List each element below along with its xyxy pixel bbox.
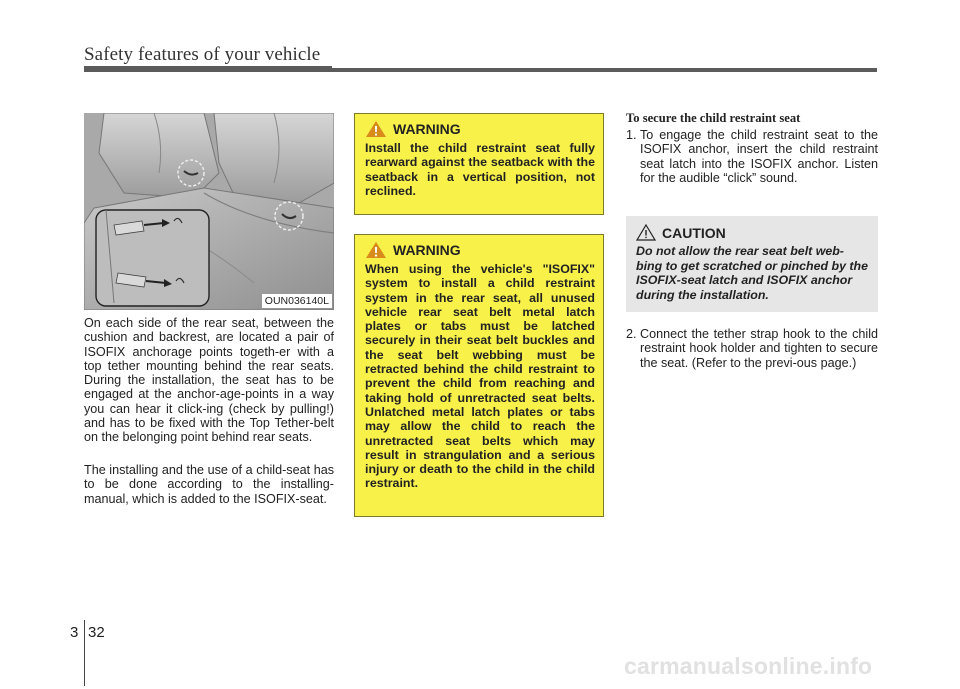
installation-manual-paragraph: The installing and the use of a child-seat has to be done according to the installing-manual, which is added to the ISOFIX-seat. <box>84 463 334 506</box>
chapter-number: 3 <box>70 624 79 641</box>
header-rule-accent <box>84 66 332 72</box>
watermark-text: carmanualsonline.info <box>624 653 873 679</box>
warning-box-seat-belts <box>354 234 604 517</box>
warning-body: When using the vehicle's "ISOFIX" system to install a child restraint system in the rear seat, all unused vehicle rear seat belt metal latch plates or tabs must be latched securely in their seat belt buckles and the seat belt webbing must be retracted behind the child restraint to prevent the child from reaching and taking hold of unretracted seat belts. Unlatched metal latch plates or tabs may allow the child to reach the unretracted seat belts which may result in strangulation and a serious injury or death to the child in the child restraint. <box>365 262 595 491</box>
isofix-description-paragraph: On each side of the rear seat, between the cushion and backrest, are located a pair of ISOFIX anchorage points togeth-er with a top tether mounting behind the rear seats. During the installation, the seat has to be engaged at the anchor-age-points in a way you can hear it click-ing (check by pulling!) and has to be fixed with the Top Tether-belt on the belonging point behind rear seats. <box>84 316 334 445</box>
seat-drawing <box>84 113 334 310</box>
warning-icon <box>365 241 387 259</box>
warning-box-seat-position <box>354 113 604 215</box>
caution-box <box>626 216 878 312</box>
caution-icon <box>636 224 656 241</box>
caution-title: CAUTION <box>662 224 726 241</box>
isofix-seat-illustration <box>84 113 334 310</box>
step-text: Connect the tether strap hook to the child restraint hook holder and tighten to secure the seat. (Refer to the previ-ous page.) <box>640 327 878 370</box>
warning-icon <box>365 120 387 138</box>
page-header-title: Safety features of your vehicle <box>84 44 321 65</box>
caution-body: Do not allow the rear seat belt web-bing to get scratched or pinched by the ISOFIX-seat latch and ISOFIX anchor during the installation. <box>636 244 869 302</box>
step-number: 2. <box>626 327 637 341</box>
section-heading: To secure the child restraint seat <box>626 111 801 125</box>
step-number: 1. <box>626 128 637 142</box>
warning-body: Install the child restraint seat fully rearward against the seatback with the seatback in a vertical position, not reclined. <box>365 141 595 198</box>
figure-code-label: OUN036140L <box>262 294 332 308</box>
footer-divider <box>84 620 85 686</box>
warning-title: WARNING <box>393 242 461 258</box>
page-number: 32 <box>88 624 105 641</box>
step-text: To engage the child restraint seat to the ISOFIX anchor, insert the child restraint seat latch into the ISOFIX anchor. Listen for the audible “click” sound. <box>640 128 878 185</box>
warning-title: WARNING <box>393 121 461 137</box>
step-1 <box>626 128 878 185</box>
step-2 <box>626 327 878 370</box>
